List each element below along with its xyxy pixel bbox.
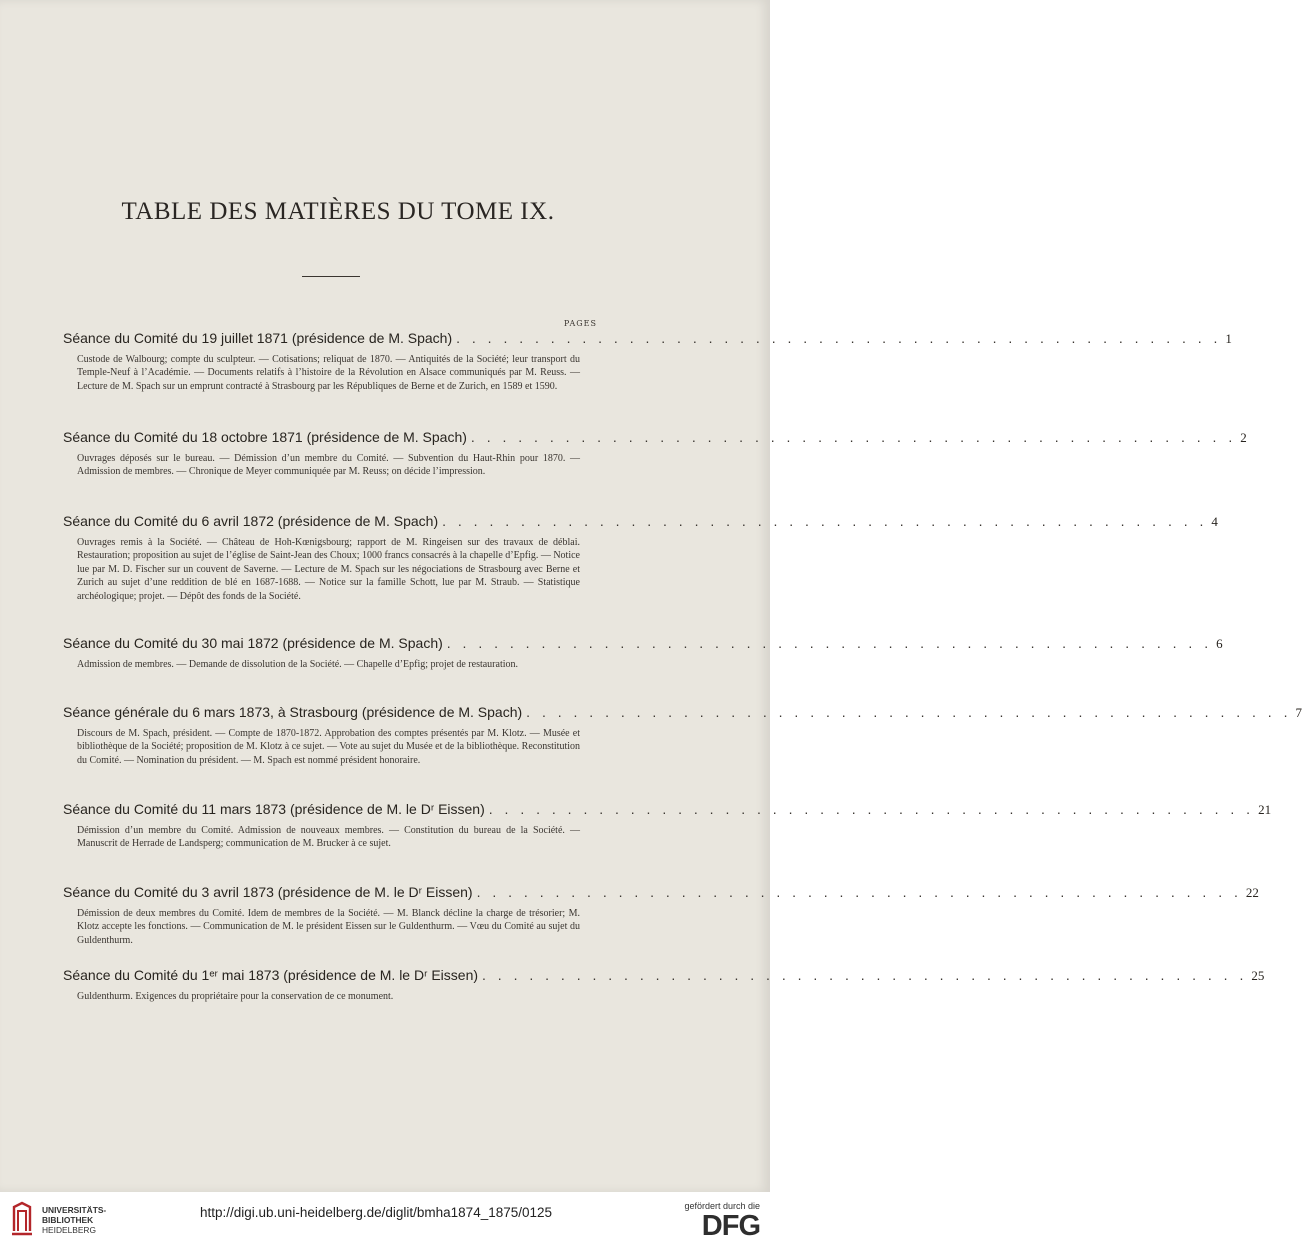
dfg-logo: DFG	[701, 1210, 760, 1242]
library-name-line: BIBLIOTHEK	[42, 1215, 94, 1225]
entry-summary: Ouvrages déposés sur le bureau. — Démission d’un membre du Comité. — Subvention du Haut-Rhin pour 1870. — Admission de membres. — Chronique de Meyer communiquée par M. Reuss; on décide l’impression.	[77, 453, 580, 478]
entry-page-number: 25	[1251, 968, 1265, 983]
pages-column-label: PAGES	[563, 319, 597, 328]
entry-page-number: 1	[1225, 331, 1232, 346]
entry-title: Séance du Comité du 1ᵉʳ mai 1873 (présidence de M. le Dʳ Eissen)	[63, 967, 479, 983]
entry-summary: Guldenthurm. Exigences du propriétaire pour la conservation de ce monument.	[77, 991, 394, 1002]
dot-leader: . . . . . . . . . . . . . . . . . . . . . . . . . . . . . . . . . . . . . . . . . . . . . . . . .	[446, 635, 1213, 651]
page-title: TABLE DES MATIÈRES DU TOME IX.	[121, 198, 555, 225]
entry-heading	[63, 967, 1265, 984]
entry-summary: Ouvrages remis à la Société. — Château de Hoh-Kœnigsbourg; rapport de M. Ringeisen sur des travaux de déblai. Restauration; proposition au sujet de l’église de Saint-Jean des Choux; 1000 francs consacrés à la chapelle d’Epfig. — Notice lue par M. D. Fischer sur un couvent de Saverne. — Lecture de M. Spach sur les négociations de Strasbourg avec Berne et Zurich au sujet d’une reddition de blé en 1687-1688. — Notice sur la famille Schott, lue par M. Straub. — Statistique archéologique; projet. — Dépôt des fonds de la Société.	[77, 537, 580, 602]
dot-leader: . . . . . . . . . . . . . . . . . . . . . . . . . . . . . . . . . . . . . . . . . . . . . . . . .	[456, 330, 1222, 346]
toc-entry	[63, 704, 1302, 767]
dot-leader: . . . . . . . . . . . . . . . . . . . . . . . . . . . . . . . . . . . . . . . . . . . . . . . . .	[442, 513, 1208, 529]
entry-summary: Démission de deux membres du Comité. Idem de membres de la Société. — M. Blanck décline la charge de trésorier; M. Klotz accepte les fonctions. — Communication de M. le président Eissen sur le Guldenthurm. — Vœu du Comité au sujet du Guldenthurm.	[77, 908, 580, 946]
entry-title: Séance du Comité du 19 juillet 1871 (présidence de M. Spach)	[63, 330, 453, 346]
toc-entry	[63, 967, 1265, 1003]
dot-leader: . . . . . . . . . . . . . . . . . . . . . . . . . . . . . . . . . . . . . . . . . . . . . . . . .	[476, 884, 1242, 900]
entry-heading	[63, 429, 1247, 446]
entry-page-number: 6	[1216, 636, 1223, 651]
toc-entry	[63, 635, 1223, 671]
funded-by-label: gefördert durch die	[684, 1201, 760, 1211]
dot-leader: . . . . . . . . . . . . . . . . . . . . . . . . . . . . . . . . . . . . . . . . . . . . . . . . .	[482, 967, 1248, 983]
entry-heading	[63, 513, 1218, 530]
title-rule	[302, 276, 360, 277]
entry-title: Séance générale du 6 mars 1873, à Strasbourg (présidence de M. Spach)	[63, 704, 523, 720]
dot-leader: . . . . . . . . . . . . . . . . . . . . . . . . . . . . . . . . . . . . . . . . . . . . . . . . .	[488, 801, 1255, 817]
entry-page-number: 21	[1258, 802, 1272, 817]
toc-entry	[63, 330, 1232, 393]
entry-summary: Démission d’un membre du Comité. Admission de nouveaux membres. — Constitution du bureau de la Société. — Manuscrit de Herrade de Landsperg; communication de M. Brucker à ce sujet.	[77, 825, 580, 850]
entry-summary: Admission de membres. — Demande de dissolution de la Société. — Chapelle d’Epfig; projet de restauration.	[77, 659, 519, 670]
entry-title: Séance du Comité du 30 mai 1872 (présidence de M. Spach)	[63, 635, 443, 651]
entry-heading	[63, 884, 1259, 901]
library-name	[42, 1205, 152, 1235]
toc-entry	[63, 429, 1247, 479]
toc-entry	[63, 513, 1218, 603]
entry-page-number: 7	[1295, 705, 1302, 720]
toc-entry	[63, 884, 1259, 947]
entry-title: Séance du Comité du 3 avril 1873 (présidence de M. le Dʳ Eissen)	[63, 884, 473, 900]
entry-heading	[63, 704, 1302, 721]
entry-summary: Discours de M. Spach, président. — Compte de 1870-1872. Approbation des comptes présentés par M. Klotz. — Musée et bibliothèque de la Société; proposition de M. Klotz à ce sujet. — Vote au sujet du Musée et de la bibliothèque. Reconstitution du Comité. — Nomination du président. — M. Spach est nommé président honoraire.	[77, 728, 580, 766]
source-url-link[interactable]: http://digi.ub.uni-heidelberg.de/diglit/bmha1874_1875/0125	[200, 1205, 553, 1220]
entry-page-number: 4	[1211, 514, 1218, 529]
entry-title: Séance du Comité du 18 octobre 1871 (présidence de M. Spach)	[63, 429, 467, 445]
entry-heading	[63, 801, 1272, 818]
dot-leader: . . . . . . . . . . . . . . . . . . . . . . . . . . . . . . . . . . . . . . . . . . . . . . . . .	[470, 429, 1237, 445]
entry-title: Séance du Comité du 6 avril 1872 (présidence de M. Spach)	[63, 513, 439, 529]
entry-heading	[63, 635, 1223, 652]
entry-page-number: 2	[1240, 430, 1247, 445]
dot-leader: . . . . . . . . . . . . . . . . . . . . . . . . . . . . . . . . . . . . . . . . . . . . . . . . .	[526, 704, 1292, 720]
library-name-line: HEIDELBERG	[42, 1225, 96, 1235]
entry-summary: Custode de Walbourg; compte du sculpteur. — Cotisations; reliquat de 1870. — Antiquités de la Société; leur transport du Temple-Neuf à l’Académie. — Documents relatifs à l’histoire de la Révolution en Alsace communiqués par M. Reuss. — Lecture de M. Spach sur un emprunt contracté à Strasbourg par les Républiques de Berne et de Zurich, en 1589 et 1590.	[77, 354, 580, 392]
entry-page-number: 22	[1245, 885, 1259, 900]
toc-entry	[63, 801, 1272, 851]
university-library-logo-icon	[10, 1201, 34, 1237]
entry-heading	[63, 330, 1232, 347]
entry-title: Séance du Comité du 11 mars 1873 (présidence de M. le Dʳ Eissen)	[63, 801, 485, 817]
library-name-line: UNIVERSITÄTS-	[42, 1205, 107, 1215]
